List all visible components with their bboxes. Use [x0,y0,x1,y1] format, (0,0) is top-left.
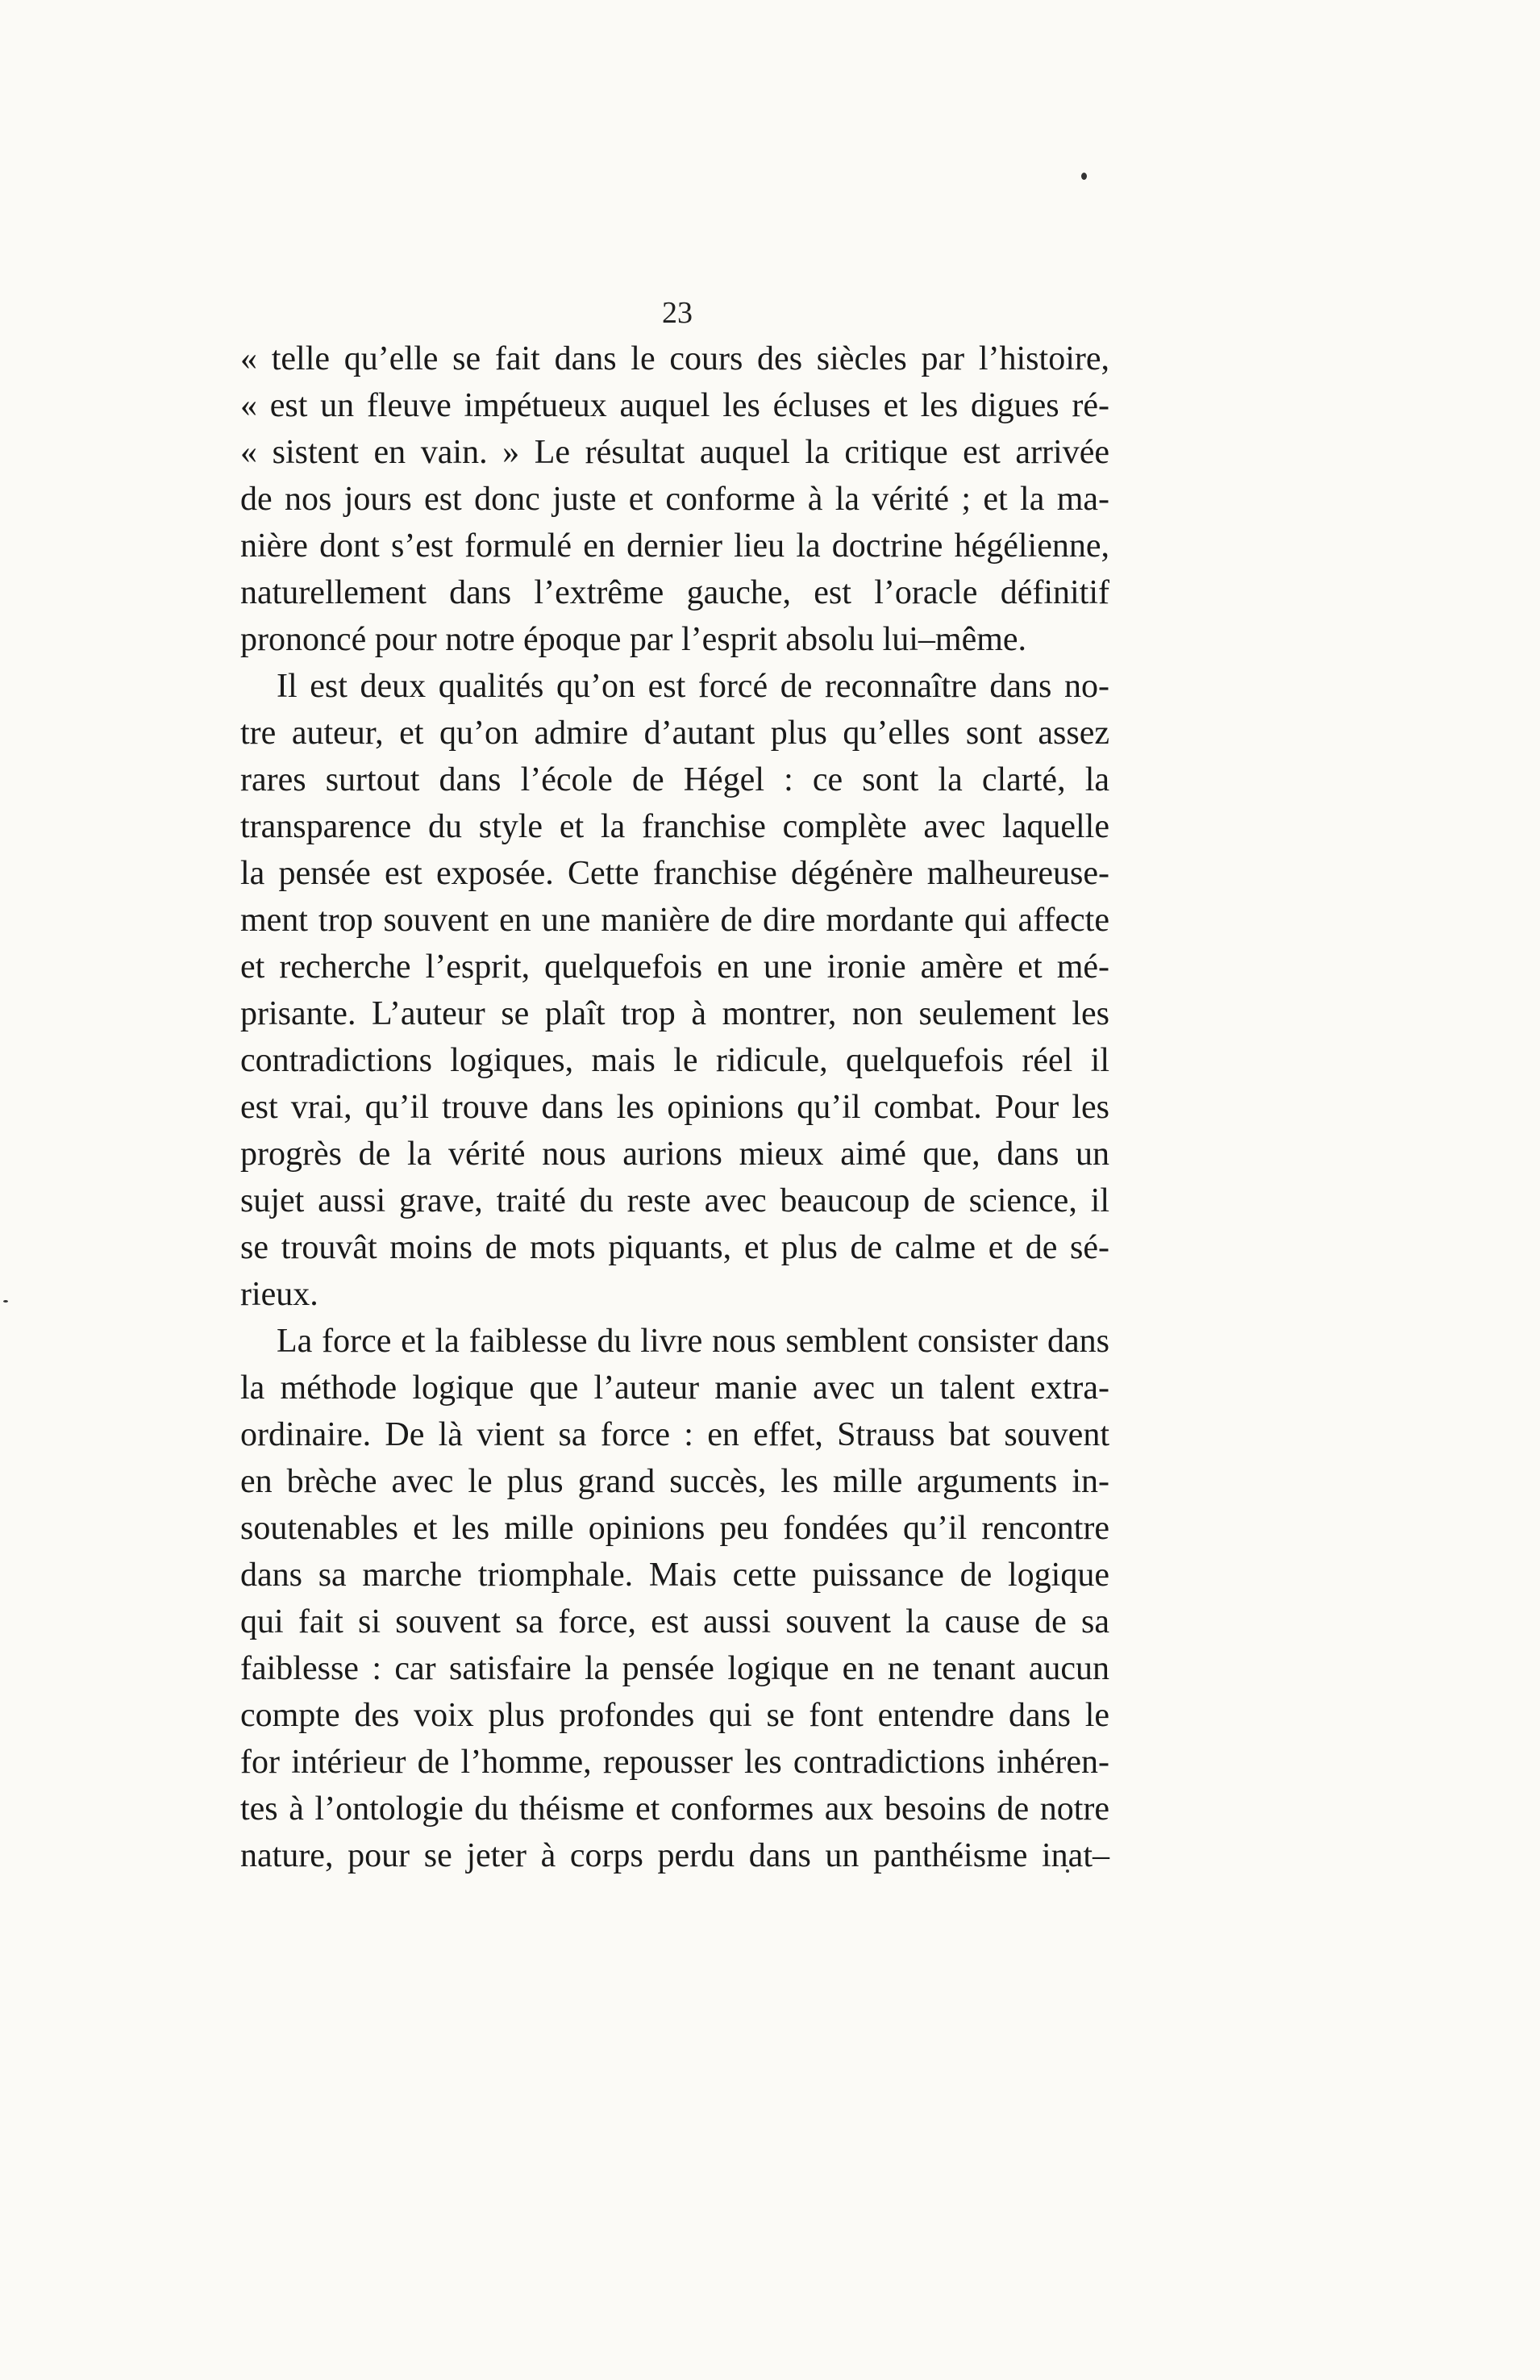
text-line: La force et la faiblesse du livre nous semblent consister dans [277,1323,1109,1360]
text-line: en brèche avec le plus grand succès, les mille arguments in- [240,1463,1109,1500]
text-line: de nos jours est donc juste et conforme à la vérité ; et la ma- [240,481,1109,518]
text-line: progrès de la vérité nous aurions mieux aimé que, dans un [240,1136,1109,1173]
text-line: rares surtout dans l’école de Hégel : ce sont la clarté, la [240,761,1109,798]
text-line: transparence du style et la franchise complète avec laquelle [240,808,1109,845]
text-line: qui fait si souvent sa force, est aussi souvent la cause de sa [240,1603,1109,1640]
text-line: ment trop souvent en une manière de dire mordante qui affecte [240,902,1109,939]
text-line: tre auteur, et qu’on admire d’autant plus qu’elles sont assez [240,715,1109,752]
text-line: nière dont s’est formulé en dernier lieu la doctrine hégélienne, [240,527,1109,565]
page-body-text [240,336,1109,1879]
text-line: for intérieur de l’homme, repousser les contradictions inhéren- [240,1744,1109,1781]
text-line: faiblesse : car satisfaire la pensée logique en ne tenant aucun [240,1650,1109,1687]
text-line: « sistent en vain. » Le résultat auquel la critique est arrivée [240,434,1109,471]
text-line: rieux. [240,1276,318,1313]
text-line: prononcé pour notre époque par l’esprit absolu lui–même. [240,621,1027,658]
ink-speck [3,1300,8,1303]
ink-speck [1081,173,1087,180]
text-line: la méthode logique que l’auteur manie avec un talent extra- [240,1369,1109,1407]
text-line: prisante. L’auteur se plaît trop à montrer, non seulement les [240,995,1109,1032]
text-line: tes à l’ontologie du théisme et conformes aux besoins de notre [240,1790,1109,1828]
text-line: Il est deux qualités qu’on est forcé de reconnaître dans no- [277,668,1109,705]
text-line: nature, pour se jeter à corps perdu dans un panthéisme inat– [240,1837,1109,1874]
text-line: ordinaire. De là vient sa force : en effet, Strauss bat souvent [240,1416,1109,1453]
text-line: sujet aussi grave, traité du reste avec beaucoup de science, il [240,1182,1109,1219]
text-line: dans sa marche triomphale. Mais cette puissance de logique [240,1557,1109,1594]
text-line: est vrai, qu’il trouve dans les opinions qu’il combat. Pour les [240,1089,1109,1126]
text-line: « telle qu’elle se fait dans le cours des siècles par l’histoire, [240,340,1109,377]
text-line: contradictions logiques, mais le ridicule, quelquefois réel il [240,1042,1109,1079]
text-line: se trouvât moins de mots piquants, et plus de calme et de sé- [240,1229,1109,1266]
page-number: 23 [662,296,693,330]
text-line: la pensée est exposée. Cette franchise dégénère malheureuse- [240,855,1109,892]
text-line: compte des voix plus profondes qui se font entendre dans le [240,1697,1109,1734]
text-line: naturellement dans l’extrême gauche, est l’oracle définitif [240,574,1109,611]
text-line: et recherche l’esprit, quelquefois en une ironie amère et mé- [240,948,1109,986]
text-line: « est un fleuve impétueux auquel les écluses et les digues ré- [240,387,1109,424]
text-line: soutenables et les mille opinions peu fondées qu’il rencontre [240,1510,1109,1547]
